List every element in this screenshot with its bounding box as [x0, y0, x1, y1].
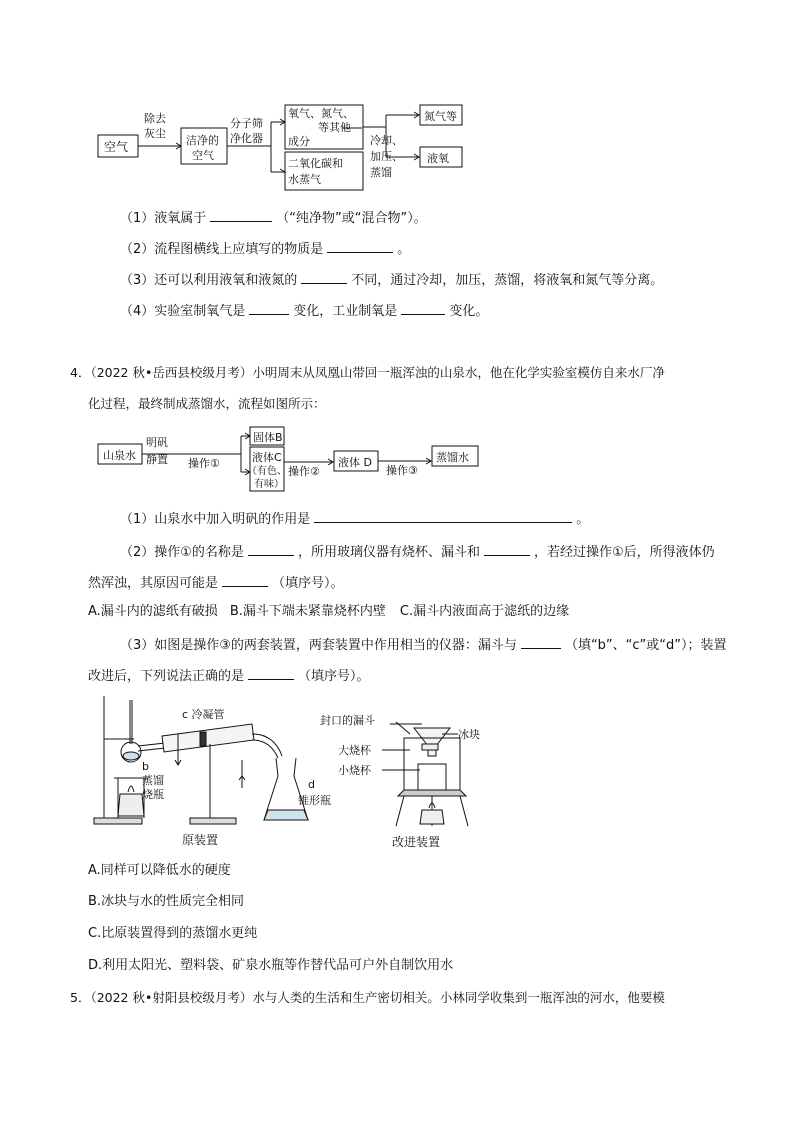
nitrogen-box-label: 氮气等	[424, 110, 457, 123]
condenser-label: c 冷凝管	[182, 708, 225, 721]
original-apparatus-caption: 原装置	[182, 833, 219, 847]
q4-options-1	[88, 603, 569, 621]
q3-part4-text-a: 实验室制氧气是	[154, 304, 246, 319]
remove-dust-label-1: 除去	[144, 112, 166, 125]
q4-part1-blank[interactable]	[314, 508, 572, 523]
q4-part2-blank-2[interactable]	[484, 541, 530, 556]
air-separation-flowchart	[96, 100, 476, 195]
q4-part3-blank-1[interactable]	[521, 634, 561, 649]
q4-part2-num: （2）	[120, 545, 155, 560]
alum-label-2: 静置	[146, 453, 168, 466]
q3-part2-blank[interactable]	[327, 238, 393, 253]
q4-part2-text-c: ，若经过操作①后，所得液体仍	[533, 545, 715, 560]
q4-part2-blank-1[interactable]	[248, 541, 294, 556]
q4-part1-text-a: 山泉水中加入明矾的作用是	[154, 512, 311, 527]
q3-part3-num: （3）	[120, 273, 155, 288]
q4-option2-b[interactable]: B.冰块与水的性质完全相同	[88, 894, 245, 909]
cool-label-1: 冷却、	[370, 134, 403, 147]
alum-label-1: 明矾	[146, 436, 168, 449]
op2-label: 操作②	[288, 465, 320, 478]
cool-label-3: 蒸馏	[370, 166, 392, 179]
distilled-water-box-label: 蒸馏水	[436, 451, 469, 464]
q4-part1	[120, 508, 589, 529]
q4-part2-cont-text-a: 然浑浊，其原因可能是	[88, 576, 219, 591]
q4-option2-c[interactable]: C.比原装置得到的蒸馏水更纯	[88, 926, 258, 941]
q4-part3-text-a: 如图是操作③的两套装置，两套装置中作用相当的仪器：漏斗与	[154, 638, 517, 653]
q4-part3-text-b: （填“b”、“c”或“d”）；装置	[564, 638, 727, 653]
q3-part2	[120, 238, 410, 259]
q3-part4	[120, 300, 488, 321]
q4-part2-text-b: ，所用玻璃仪器有烧杯、漏斗和	[297, 545, 480, 560]
flask-label-2: 烧瓶	[142, 788, 164, 801]
q3-part4-blank-2[interactable]	[401, 300, 445, 315]
sieve-label-2: 净化器	[230, 132, 263, 145]
op1-label: 操作①	[188, 457, 220, 470]
q4-part1-num: （1）	[120, 512, 155, 527]
water-purification-flowchart	[96, 424, 486, 496]
q3-part1-blank[interactable]	[210, 207, 272, 222]
q4-part1-text-b: 。	[576, 512, 590, 527]
spring-water-box-label: 山泉水	[103, 449, 136, 462]
q3-part4-num: （4）	[120, 304, 155, 319]
q4-header-2: 化过程，最终制成蒸馏水，流程如图所示：	[88, 396, 326, 411]
q3-part3-text-b: 不同，通过冷却，加压，蒸馏，将液氧和氮气等分离。	[351, 273, 664, 288]
q4-option2-a[interactable]: A.同样可以降低水的硬度	[88, 863, 231, 878]
erlenmeyer-label: 锥形瓶	[298, 794, 331, 807]
big-beaker-label: 大烧杯	[338, 744, 371, 757]
q4-header: 4．（2022 秋•岳西县校级月考）小明周末从凤凰山带回一瓶浑浊的山泉水，他在化学实验室模仿自来水厂净	[70, 365, 665, 380]
flask-label-1: 蒸馏	[142, 774, 164, 787]
q3-part1-text-b: （“纯净物”或“混合物”）。	[276, 211, 427, 226]
q4-part3-cont-text-b: （填序号）。	[298, 669, 370, 684]
q4-part2-cont	[88, 572, 344, 593]
q3-part3-blank[interactable]	[301, 269, 347, 284]
liquid-c-box-line-1: 液体C	[252, 451, 282, 464]
sieve-label-1: 分子筛	[230, 117, 263, 130]
q5-header: 5．（2022 秋•射阳县校级月考）水与人类的生活和生产密切相关。小林同学收集到一瓶浑浊的河水，他要模	[70, 990, 665, 1005]
q4-part2-cont-text-b: （填序号）。	[272, 576, 344, 591]
liquid-c-box-line-3: 有味）	[254, 479, 284, 490]
gases-top-line-3: 成分	[288, 135, 310, 148]
q3-part1-text-a: 液氧属于	[154, 211, 207, 226]
q4-part3-cont	[88, 665, 370, 686]
q4-part2-text-a: 操作①的名称是	[154, 545, 244, 560]
q4-part3-num: （3）	[120, 638, 155, 653]
q3-part3	[120, 269, 663, 290]
solid-b-box-label: 固体B	[253, 431, 283, 444]
q4-option-c[interactable]: C.漏斗内液面高于滤纸的边缘	[399, 604, 570, 619]
q3-part1-num: （1）	[120, 211, 155, 226]
q4-option-a[interactable]: A.漏斗内的滤纸有破损	[88, 604, 218, 619]
q3-part4-text-c: 变化。	[449, 304, 489, 319]
gases-top-line-2: 等其他	[318, 121, 351, 134]
q4-part2-blank-3[interactable]	[222, 572, 268, 587]
flask-b-label: b	[142, 760, 149, 773]
ice-label: 冰块	[458, 728, 480, 741]
erlenmeyer-d-label: d	[308, 778, 315, 791]
clean-air-label-2: 空气	[192, 149, 214, 162]
liquid-d-box-label: 液体 D	[338, 456, 372, 469]
q4-option2-d[interactable]: D.利用太阳光、塑料袋、矿泉水瓶等作替代品可户外自制饮用水	[88, 958, 454, 973]
q4-part2	[120, 541, 715, 562]
q3-part3-text-a: 还可以利用液氧和液氮的	[154, 273, 298, 288]
clean-air-label-1: 洁净的	[186, 134, 219, 147]
gases-bottom-line-1: 二氧化碳和	[288, 157, 343, 170]
q3-part1	[120, 207, 427, 228]
small-beaker-label: 小烧杯	[338, 764, 371, 777]
distillation-apparatus-figure	[92, 694, 480, 854]
q3-part2-text-b: 。	[397, 242, 411, 257]
liquid-oxygen-box-label: 液氧	[427, 152, 449, 165]
q3-part2-text-a: 流程图横线上应填写的物质是	[154, 242, 324, 257]
q4-part3-cont-text-a: 改进后，下列说法正确的是	[88, 669, 245, 684]
cool-label-2: 加压、	[370, 150, 403, 163]
remove-dust-label-2: 灰尘	[144, 127, 166, 140]
q3-part2-num: （2）	[120, 242, 155, 257]
gases-bottom-line-2: 水蒸气	[288, 173, 321, 186]
liquid-c-box-line-2: （有色、	[247, 466, 287, 477]
gases-top-line-1: 氧气、氮气、	[288, 107, 354, 120]
air-box-label: 空气	[104, 140, 129, 154]
improved-apparatus-caption: 改进装置	[392, 835, 441, 849]
q4-part3	[120, 634, 727, 655]
op3-label: 操作③	[386, 464, 418, 477]
q4-option-b[interactable]: B.漏斗下端未紧靠烧杯内壁	[229, 604, 386, 619]
q3-part4-text-b: 变化，工业制氧是	[293, 304, 398, 319]
sealed-funnel-label: 封口的漏斗	[320, 714, 375, 727]
q4-part3-blank-2[interactable]	[248, 665, 294, 680]
q3-part4-blank-1[interactable]	[249, 300, 289, 315]
